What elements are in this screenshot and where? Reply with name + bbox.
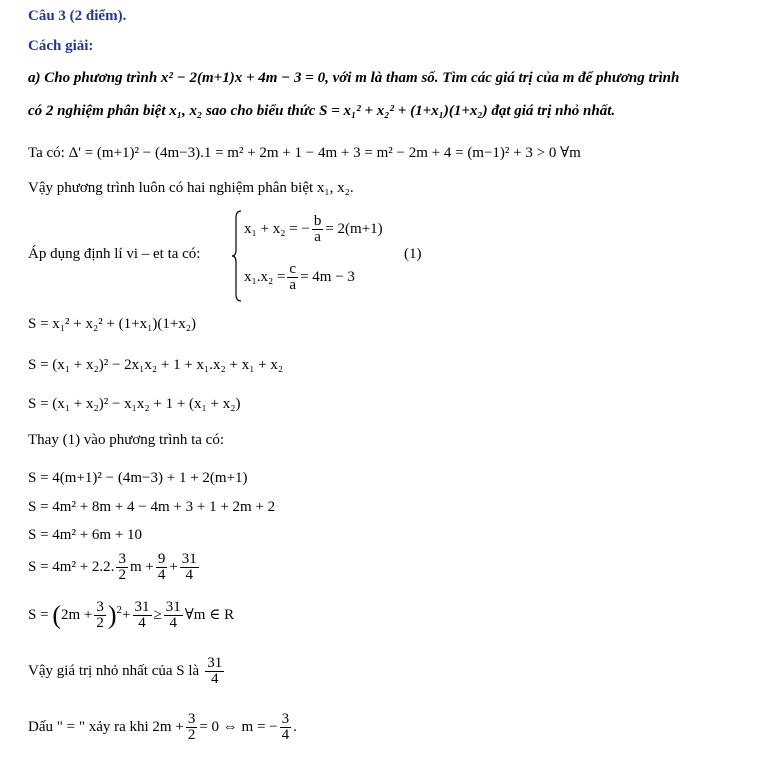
- question-heading: Câu 3 (2 điểm).: [28, 8, 127, 24]
- equality-condition: Dấu " = " xảy ra khi 2m + $\frac{3}{2}$ = 0 ⇔ m = − $\frac{3}{4}$ .: [28, 711, 297, 743]
- s-step-3: S = (x₁ + x₂)² − x₁x₂ + 1 + (x₁ + x₂): [28, 396, 241, 412]
- s-step-2: S = (x₁ + x₂)² − 2x₁x₂ + 1 + x₁.x₂ + x₁ + x₂: [28, 357, 284, 373]
- vieta-sum: x₁ + x₂ = − $\frac{b}{a}$ = 2(m+1): [244, 213, 383, 245]
- vieta-label: Áp dụng định lí vi – et ta có:: [28, 246, 201, 262]
- minimum-value: Vậy giá trị nhỏ nhất của S là $\frac{31}{4}$: [28, 655, 223, 687]
- vieta-product: x₁.x₂ = $\frac{c}{a}$ = 4m − 3: [244, 261, 355, 293]
- problem-line-1: a) Cho phương trình x² − 2(m+1)x + 4m − 3 = 0, với m là tham số. Tìm các giá trị của m để phương trình: [28, 70, 680, 86]
- solution-heading: Cách giải:: [28, 38, 94, 54]
- inequality-step: S = (2m + $\frac{3}{2}$ )$^2$+ $\frac{31}{4}$ ≥ $\frac{31}{4}$ ∀m ∈ R: [28, 599, 235, 632]
- vieta-system: [232, 210, 412, 302]
- expand-step-3: S = 4m² + 6m + 10: [28, 527, 143, 543]
- complete-square-step: S = 4m² + 2.2. $\frac{3}{2}$ m + $\frac{9}{4}$ + $\frac{31}{4}$: [28, 551, 197, 583]
- brace-icon: [232, 210, 242, 302]
- equation-tag: (1): [404, 246, 422, 262]
- substitute-line: Thay (1) vào phương trình ta có:: [28, 432, 225, 448]
- expand-step-1: S = 4(m+1)² − (4m−3) + 1 + 2(m+1): [28, 470, 248, 486]
- s-step-1: S = x₁² + x₂² + (1+x₁)(1+x₂): [28, 316, 197, 332]
- roots-conclusion: Vậy phương trình luôn có hai nghiệm phân biệt x₁, x₂.: [28, 180, 354, 196]
- delta-line: Ta có: Δ' = (m+1)² − (4m−3).1 = m² + 2m + 1 − 4m + 3 = m² − 2m + 4 = (m−1)² + 3 > 0 ∀m: [28, 145, 581, 161]
- problem-line-2: có 2 nghiệm phân biệt x₁, x₂ sao cho biểu thức S = x₁² + x₂² + (1+x₁)(1+x₂) đạt giá trị nhỏ nhất.: [28, 103, 616, 119]
- expand-step-2: S = 4m² + 8m + 4 − 4m + 3 + 1 + 2m + 2: [28, 499, 276, 515]
